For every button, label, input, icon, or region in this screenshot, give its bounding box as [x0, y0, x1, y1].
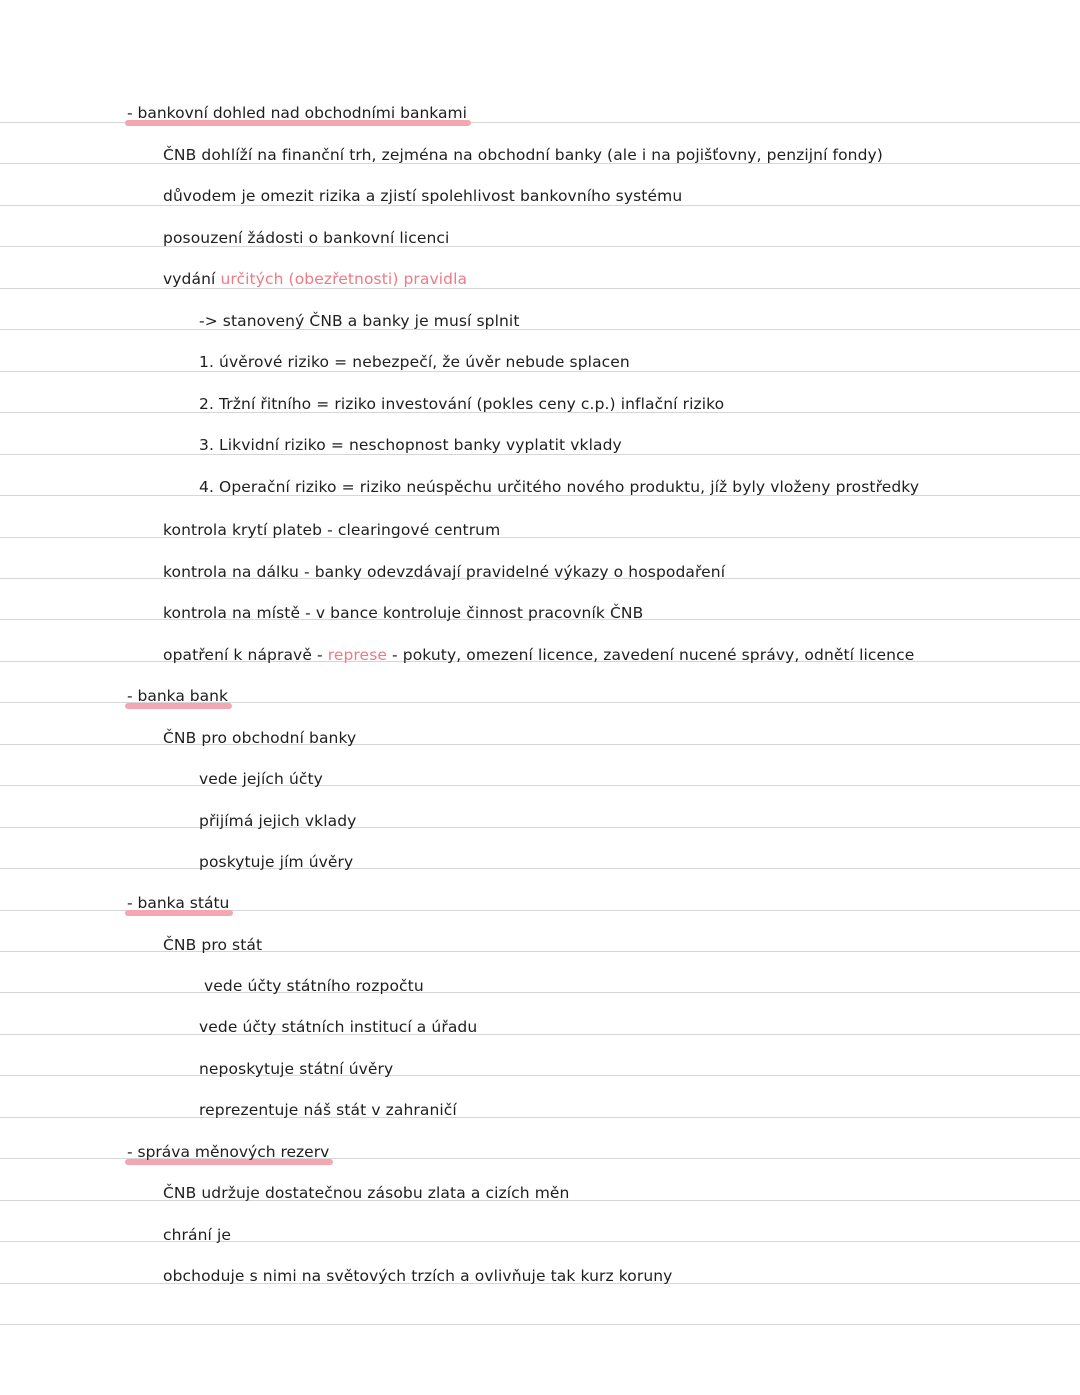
ruled-line [0, 785, 1080, 786]
section-heading-bank-of-banks: - banka bank [127, 687, 228, 705]
note-subline: 1. úvěrové riziko = nebezpečí, že úvěr nebude splacen [199, 353, 630, 371]
section-heading-state-bank: - banka státu [127, 894, 230, 912]
note-line: ČNB pro stát [163, 936, 263, 954]
note-line: ČNB pro obchodní banky [163, 729, 357, 747]
note-line: obchoduje s nimi na světových trzích a ovlivňuje tak kurz koruny [163, 1267, 673, 1285]
note-line: posouzení žádosti o bankovní licenci [163, 229, 450, 247]
ruled-line [0, 329, 1080, 330]
note-subline: -> stanovený ČNB a banky je musí splnit [199, 312, 520, 330]
note-line: chrání je [163, 1226, 232, 1244]
highlighted-text: určitých (obezřetnosti) pravidla [220, 270, 468, 288]
note-subline: přijímá jejich vklady [199, 812, 357, 830]
note-line: kontrola krytí plateb - clearingové centrum [163, 521, 501, 539]
note-subline: 4. Operační riziko = riziko neúspěchu určitého nového produktu, jíž byly vloženy prostředky [199, 478, 920, 496]
note-line: ČNB udržuje dostatečnou zásobu zlata a cizích měn [163, 1184, 570, 1202]
ruled-line [0, 1117, 1080, 1118]
note-subline: vede účty státního rozpočtu [199, 977, 424, 995]
note-subline: 2. Tržní řitního = riziko investování (pokles ceny c.p.) inflační riziko [199, 395, 725, 413]
note-subline: vede jejích účty [199, 770, 323, 788]
note-line: kontrola na dálku - banky odevzdávají pravidelné výkazy o hospodaření [163, 563, 726, 581]
section-heading-banking-supervision: - bankovní dohled nad obchodními bankami [127, 104, 467, 122]
ruled-line [0, 1324, 1080, 1325]
ruled-line [0, 537, 1080, 538]
ruled-line [0, 1075, 1080, 1076]
note-line: ČNB dohlíží na finanční trh, zejména na obchodní banky (ale i na pojišťovny, penzijní fondy) [163, 146, 883, 164]
ruled-line [0, 827, 1080, 828]
ruled-line [0, 992, 1080, 993]
note-line: kontrola na místě - v bance kontroluje činnost pracovník ČNB [163, 604, 644, 622]
section-heading-currency-reserves: - správa měnových rezerv [127, 1143, 330, 1161]
note-subline: 3. Likvidní riziko = neschopnost banky vyplatit vklady [199, 436, 622, 454]
highlighted-text: represe [327, 646, 388, 664]
ruled-line [0, 246, 1080, 247]
ruled-line [0, 951, 1080, 952]
note-line: důvodem je omezit rizika a zjistí spolehlivost bankovního systému [163, 187, 683, 205]
note-subline: poskytuje jím úvěry [199, 853, 354, 871]
ruled-line [0, 868, 1080, 869]
note-subline: reprezentuje náš stát v zahraničí [199, 1101, 457, 1119]
ruled-line [0, 744, 1080, 745]
note-line-remedy: opatření k nápravě - represe - pokuty, omezení licence, zavedení nucené správy, odnětí licence [163, 646, 915, 664]
ruled-line [0, 288, 1080, 289]
note-subline: vede účty státních institucí a úřadu [199, 1018, 478, 1036]
note-subline: neposkytuje státní úvěry [199, 1060, 394, 1078]
ruled-line [0, 1241, 1080, 1242]
ruled-line [0, 1034, 1080, 1035]
note-line-rules: vydání určitých (obezřetnosti) pravidla [163, 270, 468, 288]
